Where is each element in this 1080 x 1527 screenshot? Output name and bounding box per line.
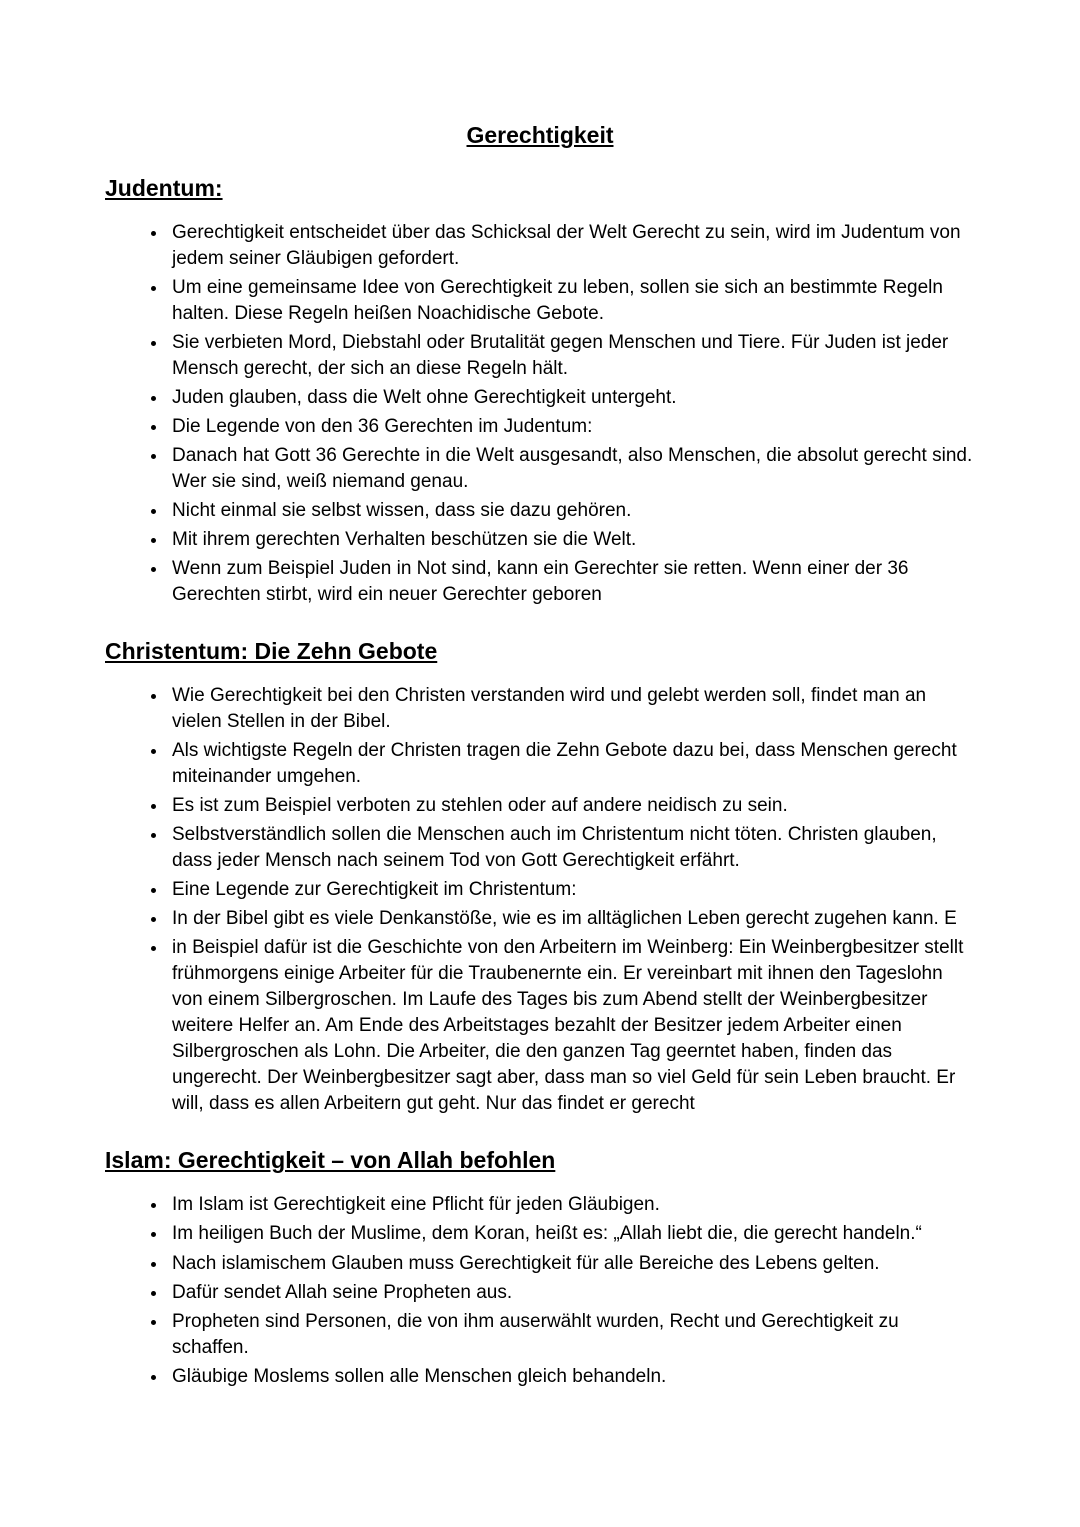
section-judentum bbox=[105, 175, 975, 608]
list-item: • Nach islamischem Glauben muss Gerechtigkeit für alle Bereiche des Lebens gelten. bbox=[168, 1251, 975, 1277]
list-item: • in Beispiel dafür ist die Geschichte von den Arbeitern im Weinberg: Ein Weinbergbesitzer stellt frühmorgens einige Arbeiter für die Traubenernte ein. Er vereinbart mit ihnen den Tageslohn von einem Silbergroschen. Im Laufe des Tages bis zum Abend stellt der Weinbergbesitzer weitere Helfer an. Am Ende des Arbeitstages bezahlt der Besitzer jedem Arbeiter einen Silbergroschen als Lohn. Die Arbeiter, die den ganzen Tag geerntet haben, finden das ungerecht. Der Weinbergbesitzer sagt aber, dass man so viel Geld für sein Leben braucht. Er will, dass es allen Arbeitern gut geht. Nur das findet er gerecht bbox=[168, 935, 975, 1117]
list-item: • Wenn zum Beispiel Juden in Not sind, kann ein Gerechter sie retten. Wenn einer der 36 Gerechten stirbt, wird ein neuer Gerechter geboren bbox=[168, 556, 975, 608]
list-item: • Dafür sendet Allah seine Propheten aus. bbox=[168, 1280, 975, 1306]
list-item: • Im heiligen Buch der Muslime, dem Koran, heißt es: „Allah liebt die, die gerecht handeln.“ bbox=[168, 1221, 975, 1247]
list-item: • Es ist zum Beispiel verboten zu stehlen oder auf andere neidisch zu sein. bbox=[168, 793, 975, 819]
list-item: • Eine Legende zur Gerechtigkeit im Christentum: bbox=[168, 877, 975, 903]
list-item: • Propheten sind Personen, die von ihm auserwählt wurden, Recht und Gerechtigkeit zu schaffen. bbox=[168, 1309, 975, 1361]
section-christentum bbox=[105, 638, 975, 1117]
bullet-list-judentum bbox=[105, 220, 975, 608]
list-item: • Juden glauben, dass die Welt ohne Gerechtigkeit untergeht. bbox=[168, 385, 975, 411]
list-item: • Wie Gerechtigkeit bei den Christen verstanden wird und gelebt werden soll, findet man an vielen Stellen in der Bibel. bbox=[168, 683, 975, 735]
list-item: • Mit ihrem gerechten Verhalten beschützen sie die Welt. bbox=[168, 527, 975, 553]
page-title: Gerechtigkeit bbox=[466, 122, 614, 148]
section-islam bbox=[105, 1147, 975, 1389]
list-item: • Um eine gemeinsame Idee von Gerechtigkeit zu leben, sollen sie sich an bestimmte Regeln halten. Diese Regeln heißen Noachidische Gebote. bbox=[168, 275, 975, 327]
list-item: • Im Islam ist Gerechtigkeit eine Pflicht für jeden Gläubigen. bbox=[168, 1192, 975, 1218]
bullet-list-islam bbox=[105, 1192, 975, 1389]
section-heading-islam: Islam: Gerechtigkeit – von Allah befohlen bbox=[105, 1147, 556, 1174]
list-item: • Gläubige Moslems sollen alle Menschen gleich behandeln. bbox=[168, 1364, 975, 1390]
list-item: • In der Bibel gibt es viele Denkanstöße, wie es im alltäglichen Leben gerecht zugehen kann. E bbox=[168, 906, 975, 932]
list-item: • Gerechtigkeit entscheidet über das Schicksal der Welt Gerecht zu sein, wird im Judentum von jedem seiner Gläubigen gefordert. bbox=[168, 220, 975, 272]
list-item: • Selbstverständlich sollen die Menschen auch im Christentum nicht töten. Christen glauben, dass jeder Mensch nach seinem Tod von Gott Gerechtigkeit erfährt. bbox=[168, 822, 975, 874]
bullet-list-christentum bbox=[105, 683, 975, 1117]
section-heading-christentum: Christentum: Die Zehn Gebote bbox=[105, 638, 438, 665]
section-heading-judentum: Judentum: bbox=[105, 175, 223, 201]
list-item: • Als wichtigste Regeln der Christen tragen die Zehn Gebote dazu bei, dass Menschen gerecht miteinander umgehen. bbox=[168, 738, 975, 790]
list-item: • Danach hat Gott 36 Gerechte in die Welt ausgesandt, also Menschen, die absolut gerecht sind. Wer sie sind, weiß niemand genau. bbox=[168, 443, 975, 495]
list-item: • Sie verbieten Mord, Diebstahl oder Brutalität gegen Menschen und Tiere. Für Juden ist jeder Mensch gerecht, der sich an diese Regeln hält. bbox=[168, 330, 975, 382]
list-item: • Nicht einmal sie selbst wissen, dass sie dazu gehören. bbox=[168, 498, 975, 524]
list-item: • Die Legende von den 36 Gerechten im Judentum: bbox=[168, 414, 975, 440]
